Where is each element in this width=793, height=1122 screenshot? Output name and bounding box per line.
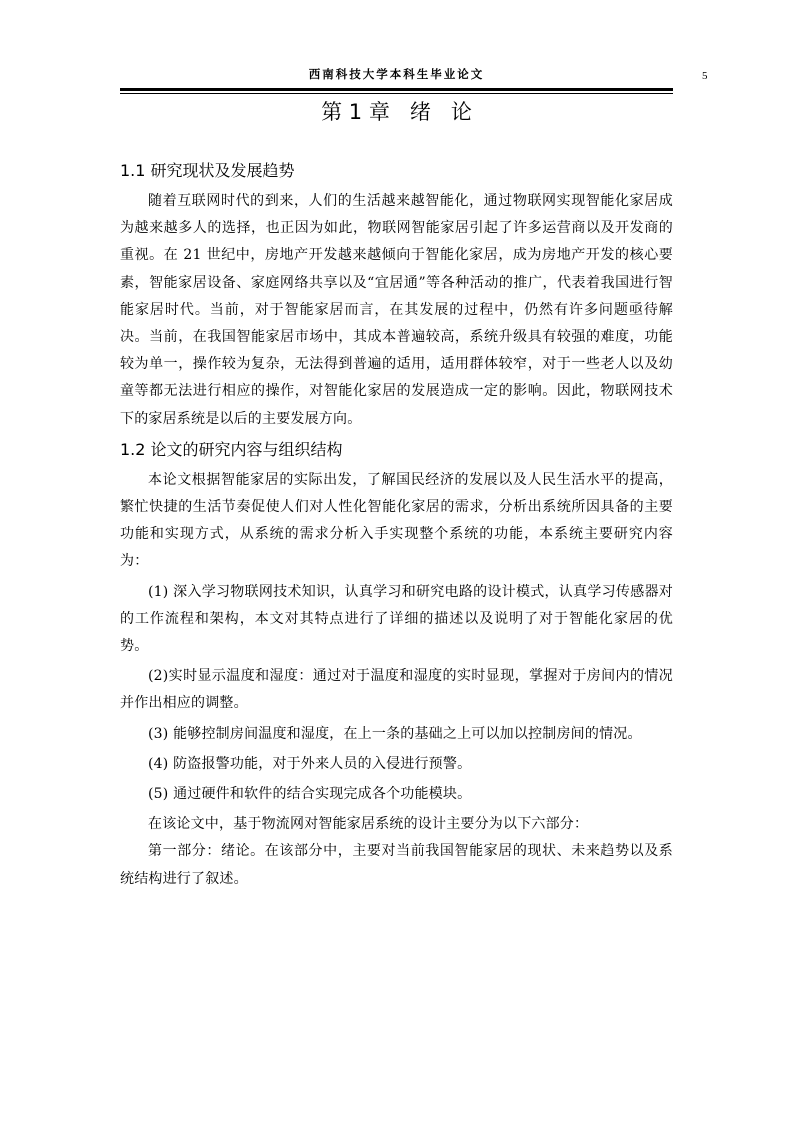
body-content (120, 154, 673, 893)
header-rule-thick (120, 88, 673, 91)
research-item-1: (1) 深入学习物联网技术知识，认真学习和研究电路的设计模式，认真学习传感器对的工作流程和架构，本文对其特点进行了详细的描述以及说明了对于智能化家居的优势。 (120, 583, 673, 655)
chapter-title: 第 1 章 绪 论 (321, 100, 472, 124)
research-item-3: (3) 能够控制房间温度和湿度，在上一条的基础之上可以加以控制房间的情况。 (148, 725, 642, 742)
section-1-2-intro: 本论文根据智能家居的实际出发，了解国民经济的发展以及人民生活水平的提高，繁忙快捷的生活节奏促使人们对人性化智能化家居的需求，分析出系统所因具备的主要功能和实现方式，从系统的需求分析入手实现整个系统的功能，本系统主要研究内容为： (120, 471, 673, 570)
section-heading-1-1: 1.1 研究现状及发展趋势 (120, 161, 295, 180)
research-item-5: (5) 通过硬件和软件的结合实现完成各个功能模块。 (148, 786, 472, 803)
running-header-title: 西南科技大学本科生毕业论文 (308, 67, 485, 81)
page-number: 5 (702, 70, 708, 82)
research-item-2: (2)实时显示温度和湿度：通过对于温度和湿度的实时显现，掌握对于房间内的情况并作出相应的调整。 (120, 668, 673, 712)
research-item-4: (4) 防盗报警功能，对于外来人员的入侵进行预警。 (148, 755, 472, 772)
section-heading-1-2: 1.2 论文的研究内容与组织结构 (120, 439, 343, 459)
section-1-1-paragraph: 随着互联网时代的到来，人们的生活越来越智能化，通过物联网实现智能化家居成为越来越多人的选择，也正因为如此，物联网智能家居引起了许多运营商以及开发商的重视。在 21 世纪中，房地产开发越来越倾向于智能化家居，成为房地产开发的核心要素，智能家居设备、家庭网络共享以及“宜居通”等各种活动的推广，代表着我国进行智能家居时代。当前，对于智能家居而言，在其发展的过程中，仍然有许多问题亟待解决。当前，在我国智能家居市场中，其成本普遍较高，系统升级具有较强的难度，功能较为单一，操作较为复杂，无法得到普遍的适用，适用群体较窄，对于一些老人以及幼童等都无法进行相应的操作，对智能化家居的发展造成一定的影响。因此，物联网技术下的家居系统是以后的主要发展方向。 (120, 193, 673, 427)
structure-part-one: 第一部分：绪论。在该部分中，主要对当前我国智能家居的现状、未来趋势以及系统结构进行了叙述。 (120, 843, 673, 887)
structure-intro: 在该论文中，基于物流网对智能家居系统的设计主要分为以下六部分： (148, 816, 589, 833)
